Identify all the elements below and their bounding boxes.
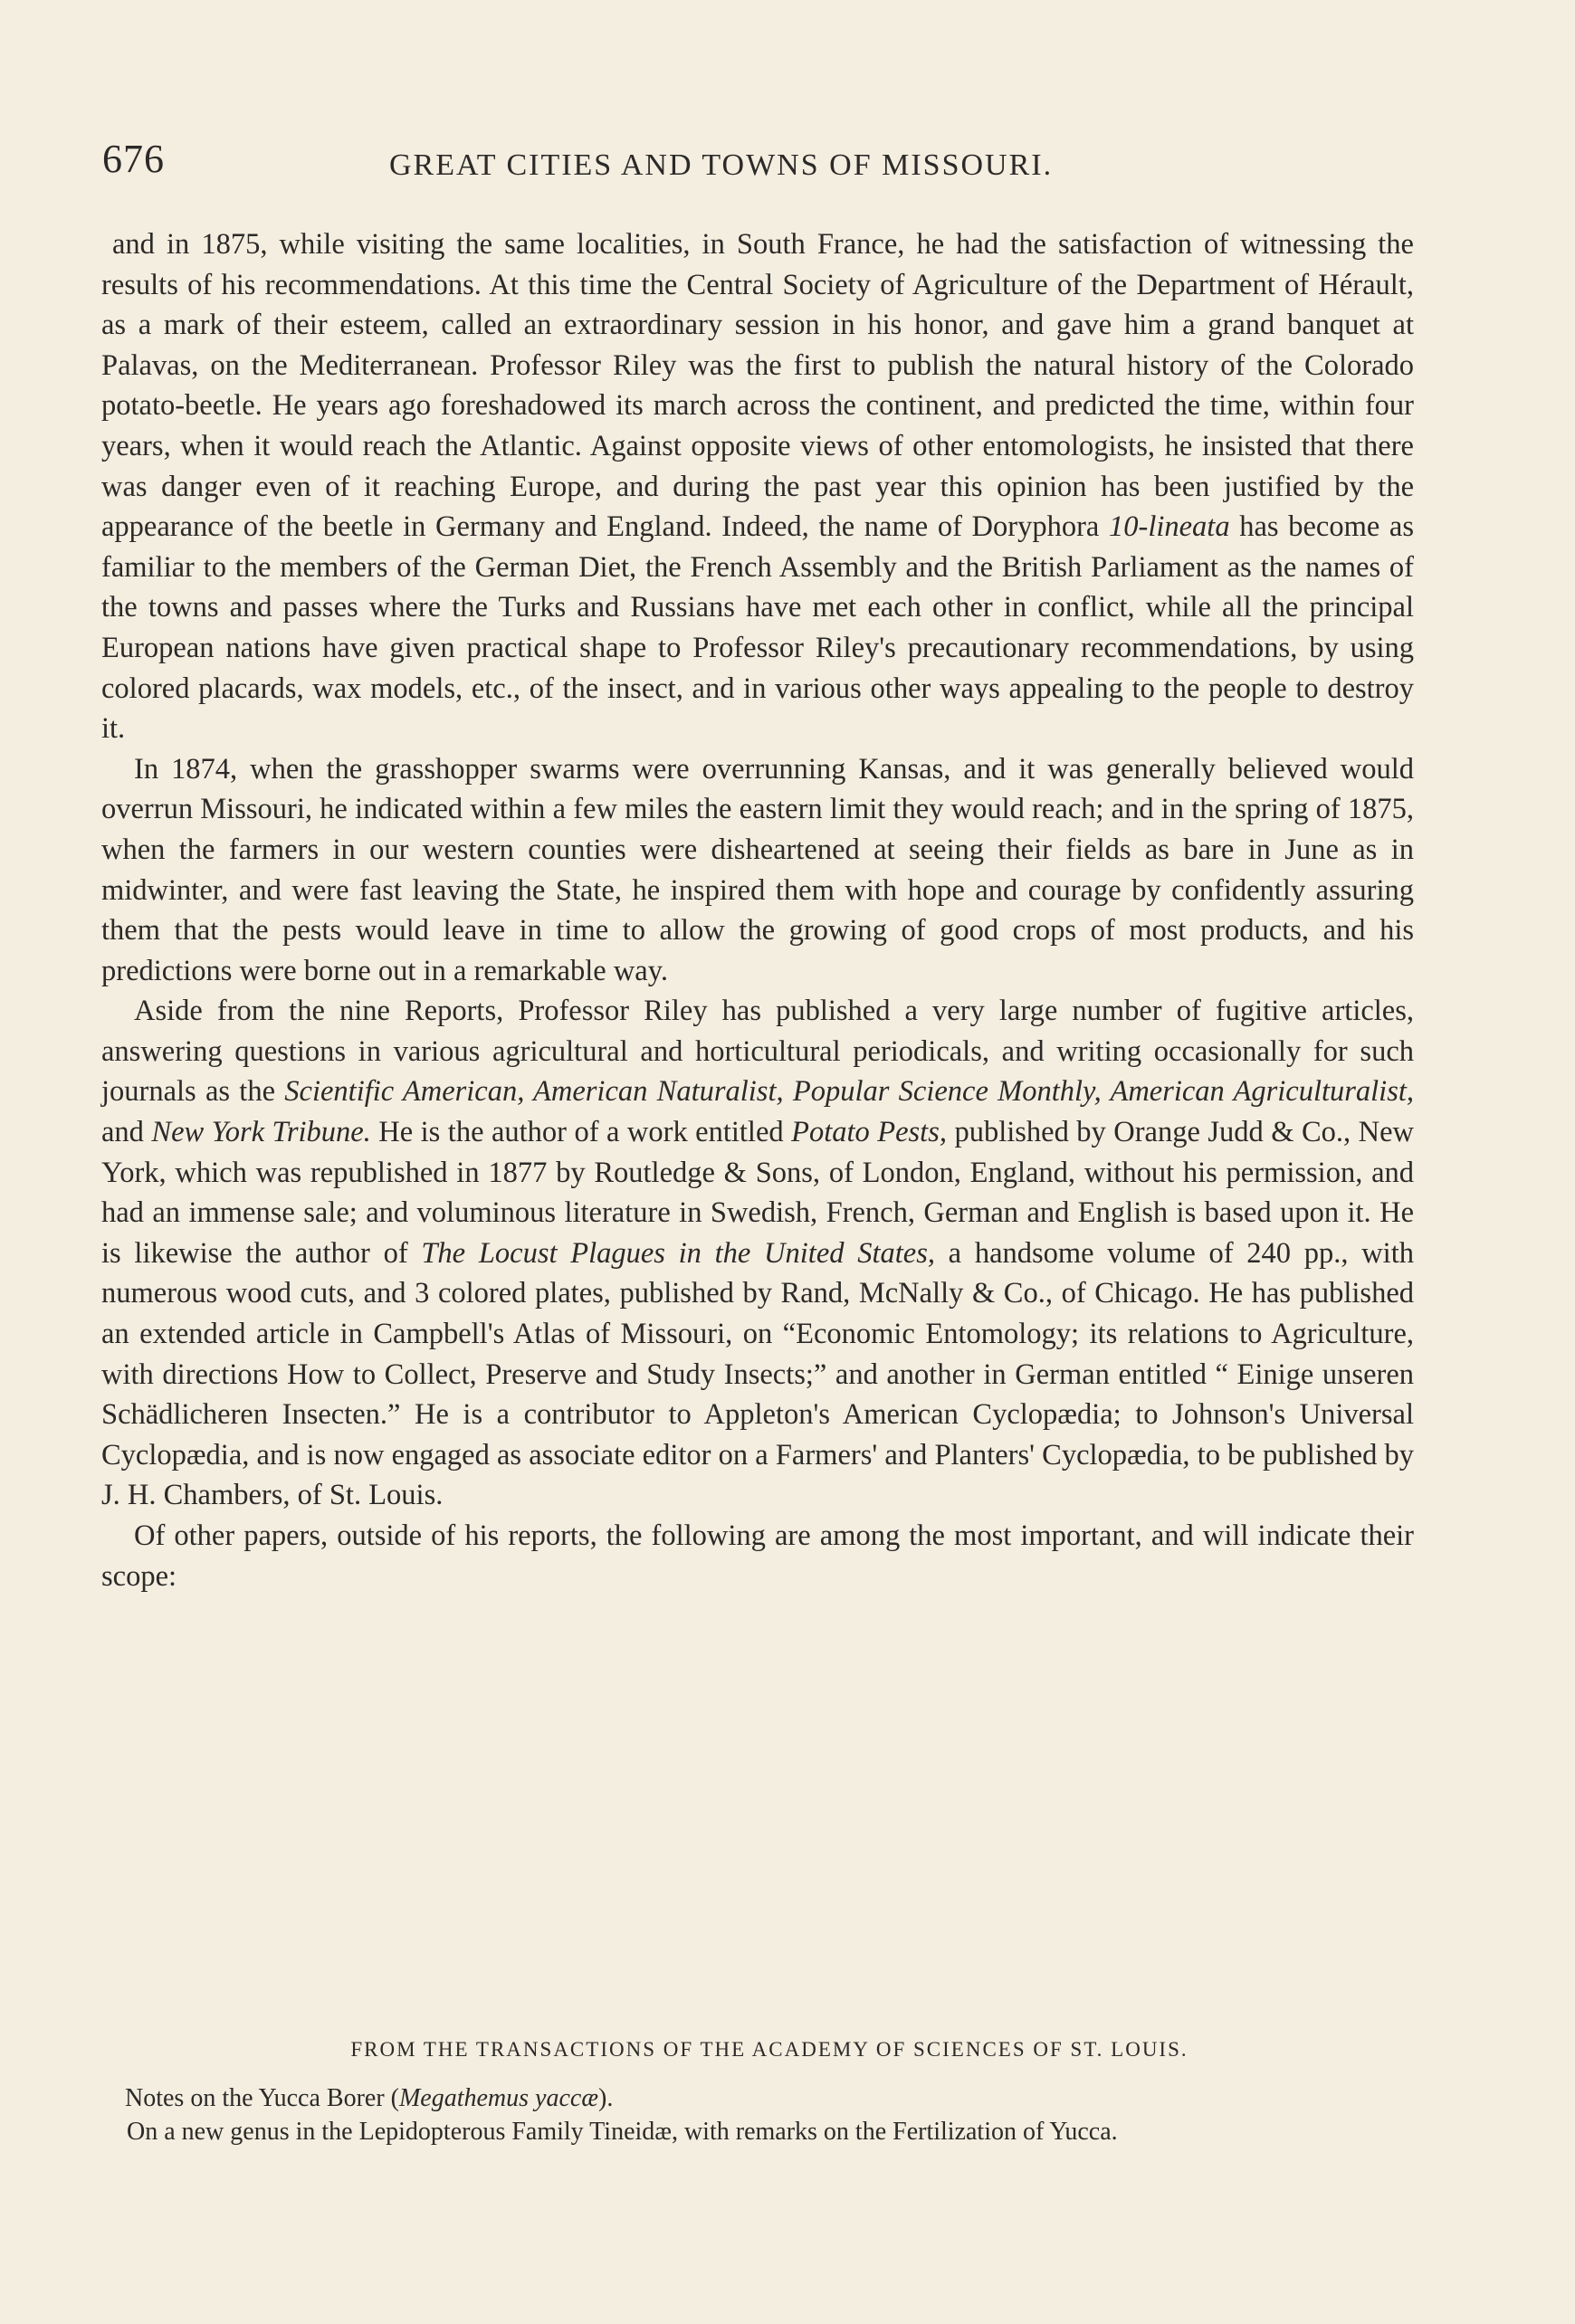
reference-item-2: On a new genus in the Lepidopterous Family Tineidæ, with remarks on the Fertilization of Yucca. bbox=[127, 2118, 1118, 2146]
reference-item-1 bbox=[101, 2081, 1414, 2115]
reference-item-1-end: ). bbox=[598, 2084, 614, 2112]
page-number: 676 bbox=[102, 137, 165, 181]
paragraph-1-part-2: has become as familiar to the members of the German Diet, the French Assembly and the British Parliament as the names of the towns and passes where the Turks and Russians have met each other in conflict, while all the principal European nations have given practical shape to Professor Riley's precautionary recommendations, by using colored placards, wax models, etc., of the insect, and in various other ways appealing to the people to destroy it. bbox=[101, 510, 1414, 746]
paragraph-3-part-2: and bbox=[101, 1116, 152, 1149]
species-name: 10-lineata bbox=[1109, 510, 1230, 544]
paragraph-3-part-1: Aside from the nine Reports, Professor Riley has published a very large number of fugitive articles, answering questions in various agricultural and horticultural periodicals, and writing occasionally for such journals as the bbox=[101, 995, 1414, 1109]
reference-item-1-text: Notes on the Yucca Borer ( bbox=[125, 2084, 399, 2112]
paragraph-3 bbox=[101, 991, 1414, 1516]
paragraph-3-part-5: a handsome volume of 240 pp., with numerous wood cuts, and 3 colored plates, published by Rand, McNally & Co., of Chicago. He has published an extended article in Campbell's Atlas of Missouri, on “Economic Entomology; its relations to Agriculture, with directions How to Collect, Preserve and Study Insects;” and another in German entitled “ Einige unseren Schädlicheren Insecten.” He is a contributor to Appleton's American Cyclopædia; to Johnson's Universal Cyclopædia, and is now engaged as associate editor on a Farmers' and Planters' Cyclopædia, to be published by J. H. Chambers, of St. Louis. bbox=[101, 1236, 1414, 1512]
book-title-potato-pests: Potato Pests, bbox=[791, 1116, 947, 1149]
body-text bbox=[101, 224, 1414, 1596]
paragraph-1-part-1: and in 1875, while visiting the same localities, in South France, he had the satisfaction of witnessing the results of his recommendations. At this time the Central Society of Agriculture of the Department of Hérault, as a mark of their esteem, called an extraordinary session in his honor, and gave him a grand banquet at Palavas, on the Mediterranean. Professor Riley was the first to publish the natural history of the Colorado potato-beetle. He years ago foreshadowed its march across the continent, and predicted the time, within four years, when it would reach the Atlantic. Against opposite views of other entomologists, he insisted that there was danger even of it reaching Europe, and during the past year this opinion has been justified by the appearance of the beetle in Germany and England. Indeed, the name of Doryphora bbox=[101, 228, 1414, 544]
section-heading: FROM THE TRANSACTIONS OF THE ACADEMY OF SCIENCES OF ST. LOUIS. bbox=[350, 2038, 1188, 2061]
journal-titles: Scientific American, American Naturalist, Popular Science Monthly, American Agriculturalist, bbox=[284, 1075, 1415, 1109]
paragraph-3-part-3: He is the author of a work entitled bbox=[370, 1116, 792, 1149]
journal-title-tribune: New York Tribune. bbox=[151, 1116, 371, 1149]
reference-list bbox=[101, 2081, 1414, 2148]
paragraph-4: Of other papers, outside of his reports, the following are among the most important, and will indicate their scope: bbox=[101, 1519, 1414, 1593]
book-title-locust-plagues: The Locust Plagues in the United States, bbox=[421, 1236, 935, 1270]
paragraph-1 bbox=[101, 224, 1414, 749]
paragraph-2: In 1874, when the grasshopper swarms were overrunning Kansas, and it was generally believed would overrun Missouri, he indicated within a few miles the eastern limit they would reach; and in the spring of 1875, when the farmers in our western counties were disheartened at seeing their fields as bare in June as in midwinter, and were fast leaving the State, he inspired them with hope and courage by confidently assuring them that the pests would leave in time to allow the growing of good crops of most products, and his predictions were borne out in a remarkable way. bbox=[101, 752, 1414, 987]
running-head: GREAT CITIES AND TOWNS OF MISSOURI. bbox=[389, 148, 1054, 182]
reference-item-1-species: Megathemus yaccæ bbox=[398, 2084, 599, 2112]
paragraph-3-part-4: published by Orange Judd & Co., New York, which was republished in 1877 by Routledge & Sons, of London, England, without his permission, and had an immense sale; and voluminous literature in Swedish, French, German and English is based upon it. He is likewise the author of bbox=[101, 1116, 1415, 1270]
